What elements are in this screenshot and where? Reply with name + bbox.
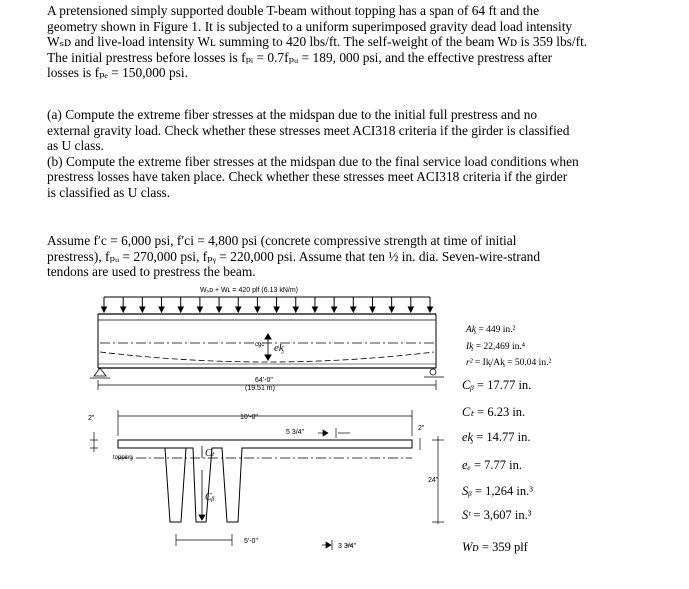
property-value: = 6.23 in. [474,405,526,419]
property-symbol: Cₜ [462,405,475,419]
property-row [462,484,533,499]
property-value: = 17.77 in. [473,378,532,392]
property-symbol: Sᵦ [462,484,472,498]
part-line: as U class. [47,138,104,154]
property-symbol: Iᶄ [466,342,474,352]
part-line: external gravity load. Check whether these stresses meet ACI318 criteria if the girder is classified [47,122,570,138]
property-symbol: r² [466,358,473,368]
intro-line: geometry shown in Figure 1. It is subjected to a uniform superimposed gravity dead load intensity [47,18,573,34]
beam-elevation [98,314,436,368]
load-arrow-head [159,307,164,312]
property-row [462,458,522,473]
property-symbol: Sᵗ [462,508,471,522]
intro-line: The initial prestress before losses is fₚᵢ = 0.7fₚᵤ = 189, 000 psi, and the effective prestress after [47,49,553,65]
property-value: = 22,469 in.⁴ [473,342,526,352]
cb-label: Cᵦ [205,492,215,503]
left-support [90,368,110,378]
property-symbol: Cᵦ [462,378,474,392]
load-arrow-head [351,307,356,312]
stem-width-label: 3 3/4" [338,543,357,550]
part-line: (a) Compute the extreme fiber stresses at the midspan due to the initial full prestress and no [47,107,538,122]
part-line: prestress losses have taken place. Check whether these stresses meet ACI318 criteria if the girder [47,169,568,185]
flange-width-label: 10'-0" [240,414,258,421]
flange-width-dim [118,410,412,436]
flange-thickness: 2" [88,415,95,422]
right-support [424,369,444,377]
span-metric: (19.51 m) [245,385,275,392]
assume-line: prestress), fₚᵤ = 270,000 psi, fₚᵧ = 220,000 psi. Assume that ten ½ in. dia. Seven-wire-strand [47,248,541,264]
property-row [466,342,525,352]
stem-spacing-dim [176,534,232,546]
intro-line: losses is fₚₑ = 150,000 psi. [47,65,188,81]
load-arrow-head [217,307,222,312]
intro-line: A pretensioned simply supported double T-beam without topping has a span of 64 ft and the [47,3,540,18]
property-row [462,404,525,420]
property-value: = 1,264 in.³ [471,484,533,498]
left-flange-dim [90,432,98,452]
span-label: 64'-0" [255,377,273,384]
depth-label: 24" [428,477,439,484]
property-value: = 7.77 in. [470,458,522,472]
load-arrow-head [121,307,126,312]
property-value: = Iᶄ/Aᶄ = 50.04 in.² [472,358,552,368]
load-arrow-head [102,307,107,312]
property-symbol: Aᶄ [466,325,477,335]
load-arrow-head [178,307,183,312]
cgc-label: cgc [255,342,265,348]
load-arrow-head [255,307,260,312]
property-symbol: Wᴅ [462,540,479,554]
property-symbol: eᶄ [462,430,474,444]
ec-label: eᶄ [274,342,284,354]
topping-label: topping [113,455,133,461]
cross-section [118,440,412,522]
ec-arrow [265,334,271,360]
stem-offset-label: 5 3/4" [286,429,305,436]
property-value: = 359 plf [478,540,528,554]
intro-line: Wₛᴅ and live-load intensity Wʟ summing to 420 lbs/ft. The self-weight of the beam Wᴅ is 359 lbs/ft. [47,34,588,50]
property-row [466,325,515,335]
load-arrow-head [428,307,433,312]
assume-line: Assume f′c = 6,000 psi, f′ci = 4,800 psi (concrete compressive strength at time of initial [47,233,517,248]
property-symbol: eₑ [462,458,471,472]
load-label: Wₛᴅ + Wʟ = 420 plf (6.13 kN/m) [200,287,298,294]
load-arrow-head [140,307,145,312]
load-arrow-head [236,307,241,312]
property-row [466,358,551,368]
property-value: = 3,607 in.³ [470,508,532,522]
stem-offset-dim [318,428,350,438]
property-value: = 14.77 in. [473,430,531,444]
part-line: is classified as U class. [47,184,171,200]
ct-label: Cₜ [205,448,215,459]
stem-spacing-label: 5'-0" [244,538,258,545]
load-arrow-head [332,307,337,312]
property-row [462,508,532,523]
assume-line: tendons are used to prestress the beam. [47,264,256,280]
load-arrow-head [408,307,413,312]
flange-thickness-right: 2" [418,425,425,432]
property-row [462,540,528,555]
load-arrow-head [370,307,375,312]
load-arrows [102,297,433,312]
load-arrow-head [389,307,394,312]
property-value: = 449 in.² [476,325,516,335]
load-arrow-head [293,307,298,312]
property-row [462,430,531,445]
load-arrow-head [274,307,279,312]
load-arrow-head [197,307,202,312]
part-line: (b) Compute the extreme fiber stresses at the midspan due to the final service load conditions when [47,153,579,169]
load-arrow-head [312,307,317,312]
property-row [462,378,531,393]
